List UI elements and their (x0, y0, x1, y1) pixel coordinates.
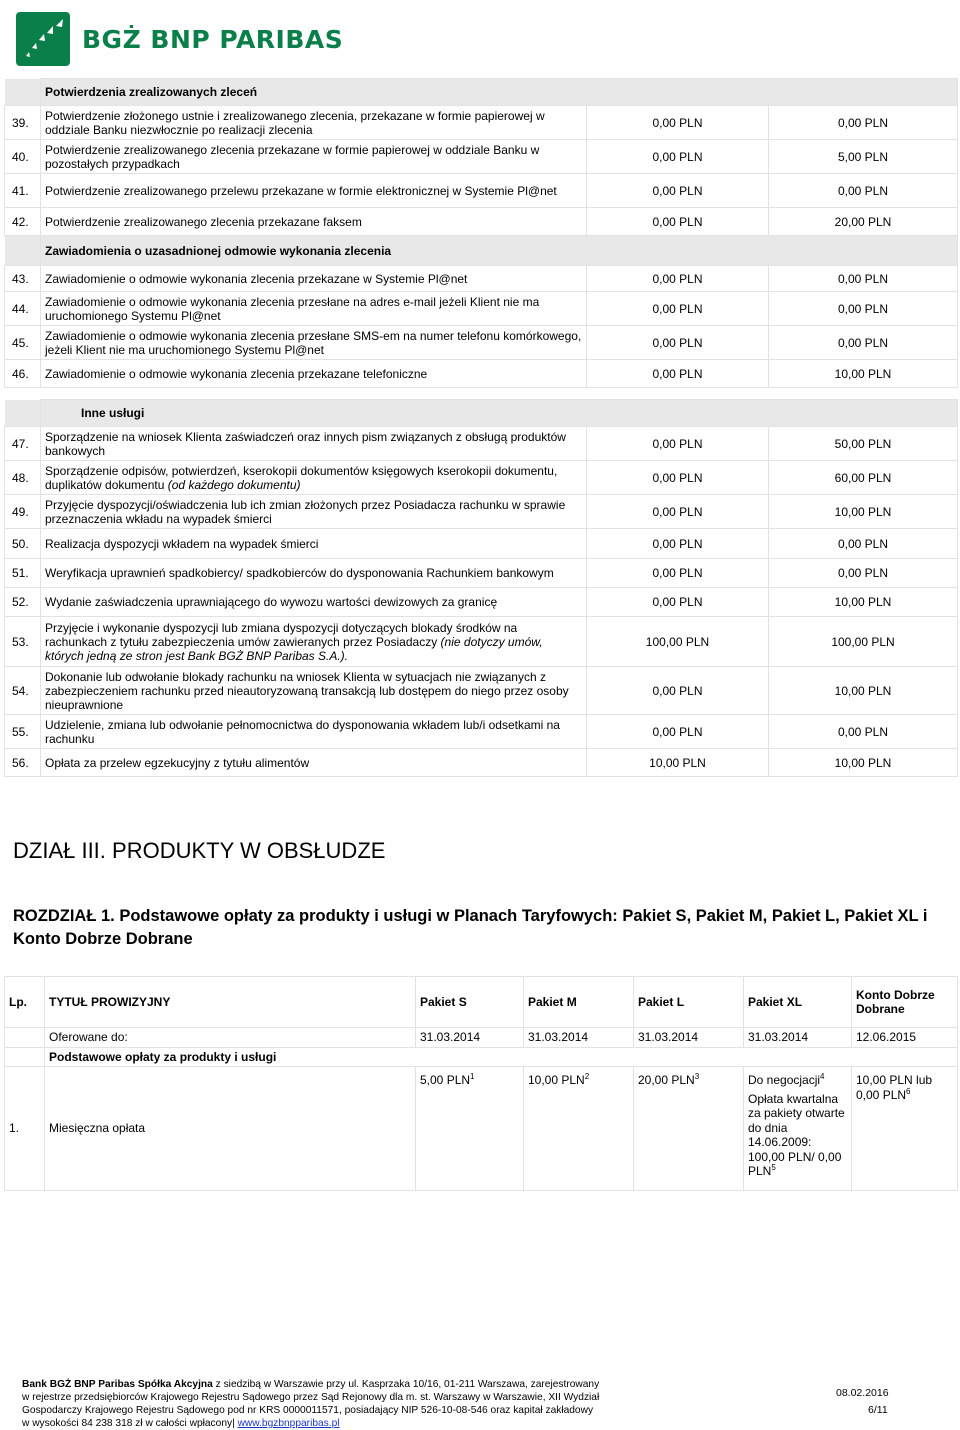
fee-a: 0,00 PLN (587, 140, 769, 174)
fee-a: 0,00 PLN (587, 208, 769, 236)
fee-a: 0,00 PLN (587, 529, 769, 559)
row-title: Miesięczna opłata (45, 1067, 416, 1191)
fee-a: 0,00 PLN (587, 495, 769, 529)
fee-b: 5,00 PLN (769, 140, 958, 174)
col-pakiet-s: Pakiet S (416, 977, 524, 1028)
fee-b: 10,00 PLN (769, 360, 958, 388)
row-title: Sporządzenie na wniosek Klienta zaświadczeń oraz innych pism związanych z obsługą produktów bankowych (41, 427, 587, 461)
section-header (5, 400, 958, 427)
fee-b: 0,00 PLN (769, 559, 958, 588)
fee-a: 0,00 PLN (587, 588, 769, 617)
fee-konto-dobrze-dobrane: 10,00 PLN lub 0,00 PLN$^6$ (852, 1067, 958, 1191)
row-title: Zawiadomienie o odmowie wykonania zlecenia przekazane telefoniczne (41, 360, 587, 388)
table-row: 1. Miesięczna opłata 5,00 PLN$^1$ 10,00 PLN$^2$ 20,00 PLN$^3$ Do negocjacji$^4$ Opłata kwartalna za pakiety otwarte do dnia 14.06.2009: 100,00 PLN/ 0,00 PLN$^5$ 10,00 PLN lub 0,00 PLN$^6$ (5, 1067, 958, 1191)
row-title: Potwierdzenie złożonego ustnie i zrealizowanego zlecenia, przekazane w formie papierowej w oddziale Banku niezwłocznie po realizacji zlecenia (41, 106, 587, 140)
spacer-row (5, 388, 958, 400)
website-link[interactable]: www.bgzbnpparibas.pl (237, 1418, 340, 1429)
table-row: 44. Zawiadomienie o odmowie wykonania zlecenia przesłane na adres e-mail jeżeli Klient nie ma uruchomionego Systemu Pl@net 0,00 PLN 0,00 PLN (5, 292, 958, 326)
fee-b: 10,00 PLN (769, 749, 958, 777)
row-title: Realizacja dyspozycji wkładem na wypadek śmierci (41, 529, 587, 559)
row-title: Udzielenie, zmiana lub odwołanie pełnomocnictwa do dysponowania wkładem lub/i odsetkami na rachunku (41, 715, 587, 749)
section-row (5, 1047, 958, 1067)
section-title: Inne usługi (41, 400, 958, 427)
table-row: 42. Potwierdzenie zrealizowanego zlecenia przekazane faksem 0,00 PLN 20,00 PLN (5, 208, 958, 236)
footer-legal: Bank BGŻ BNP Paribas Spółka Akcyjna z siedzibą w Warszawie przy ul. Kasprzaka 10/16, 01-211 Warszawa, zarejestrowany w rejestrze przedsiębiorców Krajowego Rejestru Sądowego przez Sąd Rejonowy dla m. st. Warszawy w Warszawie, XII Wydział Gospodarczy Krajowego Rejestru Sądowego pod nr KRS 0000011571, posiadający NIP 526-10-08-546 oraz kapitał zakładowy w wysokości 84 238 318 zł w całości wpłacony| www.bgzbnpparibas.pl (22, 1379, 600, 1429)
row-title: Zawiadomienie o odmowie wykonania zlecenia przekazane w Systemie Pl@net (41, 266, 587, 292)
table-row: 51. Weryfikacja uprawnień spadkobiercy/ spadkobierców do dysponowania Rachunkiem bankowym 0,00 PLN 0,00 PLN (5, 559, 958, 588)
fee-a: 0,00 PLN (587, 292, 769, 326)
section-header (5, 236, 958, 266)
fee-b: 0,00 PLN (769, 292, 958, 326)
col-pakiet-l: Pakiet L (634, 977, 744, 1028)
offered-label: Oferowane do: (45, 1028, 416, 1048)
row-title: Zawiadomienie o odmowie wykonania zlecenia przesłane na adres e-mail jeżeli Klient nie ma uruchomionego Systemu Pl@net (41, 292, 587, 326)
table-row: 55. Udzielenie, zmiana lub odwołanie pełnomocnictwa do dysponowania wkładem lub/i odsetkami na rachunku 0,00 PLN 0,00 PLN (5, 715, 958, 749)
fee-b: 20,00 PLN (769, 208, 958, 236)
table-row: 48. Sporządzenie odpisów, potwierdzeń, kserokopii dokumentów księgowych kserokopii dokumentu, duplikatów dokumentu (od każdego dokumentu) 0,00 PLN 60,00 PLN (5, 461, 958, 495)
row-title: Weryfikacja uprawnień spadkobiercy/ spadkobierców do dysponowania Rachunkiem bankowym (41, 559, 587, 588)
fee-pakiet-s: 5,00 PLN$^1$ (416, 1067, 524, 1191)
tariff-table (4, 976, 958, 1191)
footer-date: 08.02.2016 (836, 1387, 889, 1399)
col-konto-dobrze-dobrane: Konto Dobrze Dobrane (852, 977, 958, 1028)
fee-b: 100,00 PLN (769, 617, 958, 667)
table-row: 50. Realizacja dyspozycji wkładem na wypadek śmierci 0,00 PLN 0,00 PLN (5, 529, 958, 559)
row-title: Wydanie zaświadczenia uprawniającego do wywozu wartości dewizowych za granicę (41, 588, 587, 617)
col-pakiet-xl: Pakiet XL (744, 977, 852, 1028)
section-title: Zawiadomienia o uzasadnionej odmowie wykonania zlecenia (41, 236, 958, 266)
fee-b: 0,00 PLN (769, 529, 958, 559)
table-row: 40. Potwierdzenie zrealizowanego zlecenia przekazane w formie papierowej w oddziale Banku w pozostałych przypadkach 0,00 PLN 5,00 PLN (5, 140, 958, 174)
fee-a: 0,00 PLN (587, 427, 769, 461)
table-row: 49. Przyjęcie dyspozycji/oświadczenia lub ich zmian złożonych przez Posiadacza rachunku w sprawie przeznaczenia wkładu na wypadek śmierci 0,00 PLN 10,00 PLN (5, 495, 958, 529)
fee-a: 0,00 PLN (587, 667, 769, 715)
row-title: Potwierdzenie zrealizowanego zlecenia przekazane faksem (41, 208, 587, 236)
table-row: 52. Wydanie zaświadczenia uprawniającego do wywozu wartości dewizowych za granicę 0,00 PLN 10,00 PLN (5, 588, 958, 617)
section-title: Podstawowe opłaty za produkty i usługi (45, 1047, 958, 1067)
fee-a: 0,00 PLN (587, 360, 769, 388)
row-title: Przyjęcie dyspozycji/oświadczenia lub ich zmian złożonych przez Posiadacza rachunku w sprawie przeznaczenia wkładu na wypadek śmierci (41, 495, 587, 529)
fee-a: 0,00 PLN (587, 559, 769, 588)
fee-pakiet-l: 20,00 PLN$^3$ (634, 1067, 744, 1191)
table-row: 39. Potwierdzenie złożonego ustnie i zrealizowanego zlecenia, przekazane w formie papierowej w oddziale Banku niezwłocznie po realizacji zlecenia 0,00 PLN 0,00 PLN (5, 106, 958, 140)
fee-b: 0,00 PLN (769, 106, 958, 140)
logo-stars-icon (16, 12, 70, 66)
fee-a: 100,00 PLN (587, 617, 769, 667)
col-pakiet-m: Pakiet M (524, 977, 634, 1028)
table-row: 45. Zawiadomienie o odmowie wykonania zlecenia przesłane SMS-em na numer telefonu komórkowego, jeżeli Klient nie ma uruchomionego Systemu Pl@net 0,00 PLN 0,00 PLN (5, 326, 958, 360)
fee-b: 10,00 PLN (769, 667, 958, 715)
chapter-heading: ROZDZIAŁ 1. Podstawowe opłaty za produkty i usługi w Planach Taryfowych: Pakiet S, Pakiet M, Pakiet L, Pakiet XL i Konto Dobrze Dobrane (13, 907, 928, 948)
table-row: 41. Potwierdzenie zrealizowanego przelewu przekazane w formie elektronicznej w Systemie Pl@net 0,00 PLN 0,00 PLN (5, 174, 958, 208)
fee-b: 10,00 PLN (769, 588, 958, 617)
table-row: 53. Przyjęcie i wykonanie dyspozycji lub zmiana dyspozycji dotyczących blokady środków na rachunkach z tytułu zabezpieczenia umów zawieranych przez Posiadaczy (nie dotyczy umów, których jedną ze stron jest Bank BGŻ BNP Paribas S.A.). 100,00 PLN 100,00 PLN (5, 617, 958, 667)
offered-row: Oferowane do: 31.03.2014 31.03.2014 31.03.2014 31.03.2014 12.06.2015 (5, 1028, 958, 1048)
bank-logo (16, 10, 343, 68)
fee-b: 50,00 PLN (769, 427, 958, 461)
table-row: 56. Opłata za przelew egzekucyjny z tytułu alimentów 10,00 PLN 10,00 PLN (5, 749, 958, 777)
col-title: TYTUŁ PROWIZYJNY (45, 977, 416, 1028)
table-row: 43. Zawiadomienie o odmowie wykonania zlecenia przekazane w Systemie Pl@net 0,00 PLN 0,00 PLN (5, 266, 958, 292)
fee-b: 10,00 PLN (769, 495, 958, 529)
row-title: Dokonanie lub odwołanie blokady rachunku na wniosek Klienta w sytuacjach nie związanych z zabezpieczeniem rachunku przed nieautoryzowaną transakcją lub dostępem do niego przez osoby nieuprawnione (41, 667, 587, 715)
row-title: Potwierdzenie zrealizowanego zlecenia przekazane w formie papierowej w oddziale Banku w pozostałych przypadkach (41, 140, 587, 174)
fee-table (4, 78, 958, 777)
fee-b: 60,00 PLN (769, 461, 958, 495)
row-title: Opłata za przelew egzekucyjny z tytułu alimentów (41, 749, 587, 777)
page-number: 6/11 (868, 1404, 888, 1416)
fee-a: 0,00 PLN (587, 715, 769, 749)
fee-a: 10,00 PLN (587, 749, 769, 777)
fee-a: 0,00 PLN (587, 174, 769, 208)
fee-pakiet-m: 10,00 PLN$^2$ (524, 1067, 634, 1191)
table-row: 46. Zawiadomienie o odmowie wykonania zlecenia przekazane telefoniczne 0,00 PLN 10,00 PLN (5, 360, 958, 388)
fee-b: 0,00 PLN (769, 715, 958, 749)
row-title: Sporządzenie odpisów, potwierdzeń, kserokopii dokumentów księgowych kserokopii dokumentu, duplikatów dokumentu (od każdego dokumentu) (41, 461, 587, 495)
fee-b: 0,00 PLN (769, 174, 958, 208)
row-title: Potwierdzenie zrealizowanego przelewu przekazane w formie elektronicznej w Systemie Pl@net (41, 174, 587, 208)
fee-a: 0,00 PLN (587, 106, 769, 140)
table-row: 47. Sporządzenie na wniosek Klienta zaświadczeń oraz innych pism związanych z obsługą produktów bankowych 0,00 PLN 50,00 PLN (5, 427, 958, 461)
fee-b: 0,00 PLN (769, 266, 958, 292)
row-title: Zawiadomienie o odmowie wykonania zlecenia przesłane SMS-em na numer telefonu komórkowego, jeżeli Klient nie ma uruchomionego Systemu Pl@net (41, 326, 587, 360)
fee-a: 0,00 PLN (587, 326, 769, 360)
col-lp: Lp. (5, 977, 45, 1028)
fee-a: 0,00 PLN (587, 461, 769, 495)
section-header (5, 79, 958, 106)
section-title: Potwierdzenia zrealizowanych zleceń (41, 79, 958, 106)
section-heading: DZIAŁ III. PRODUKTY W OBSŁUDZE (13, 838, 386, 863)
table-row: 54. Dokonanie lub odwołanie blokady rachunku na wniosek Klienta w sytuacjach nie związanych z zabezpieczeniem rachunku przed nieautoryzowaną transakcją lub dostępem do niego przez osoby nieuprawnione 0,00 PLN 10,00 PLN (5, 667, 958, 715)
row-title: Przyjęcie i wykonanie dyspozycji lub zmiana dyspozycji dotyczących blokady środków na rachunkach z tytułu zabezpieczenia umów zawieranych przez Posiadaczy (nie dotyczy umów, których jedną ze stron jest Bank BGŻ BNP Paribas S.A.). (41, 617, 587, 667)
fee-pakiet-xl: Do negocjacji$^4$ Opłata kwartalna za pakiety otwarte do dnia 14.06.2009: 100,00 PLN/ 0,00 PLN$^5$ (744, 1067, 852, 1191)
fee-b: 0,00 PLN (769, 326, 958, 360)
logo-text: BGŻ BNP PARIBAS (82, 24, 344, 54)
fee-a: 0,00 PLN (587, 266, 769, 292)
table-header (5, 977, 958, 1028)
